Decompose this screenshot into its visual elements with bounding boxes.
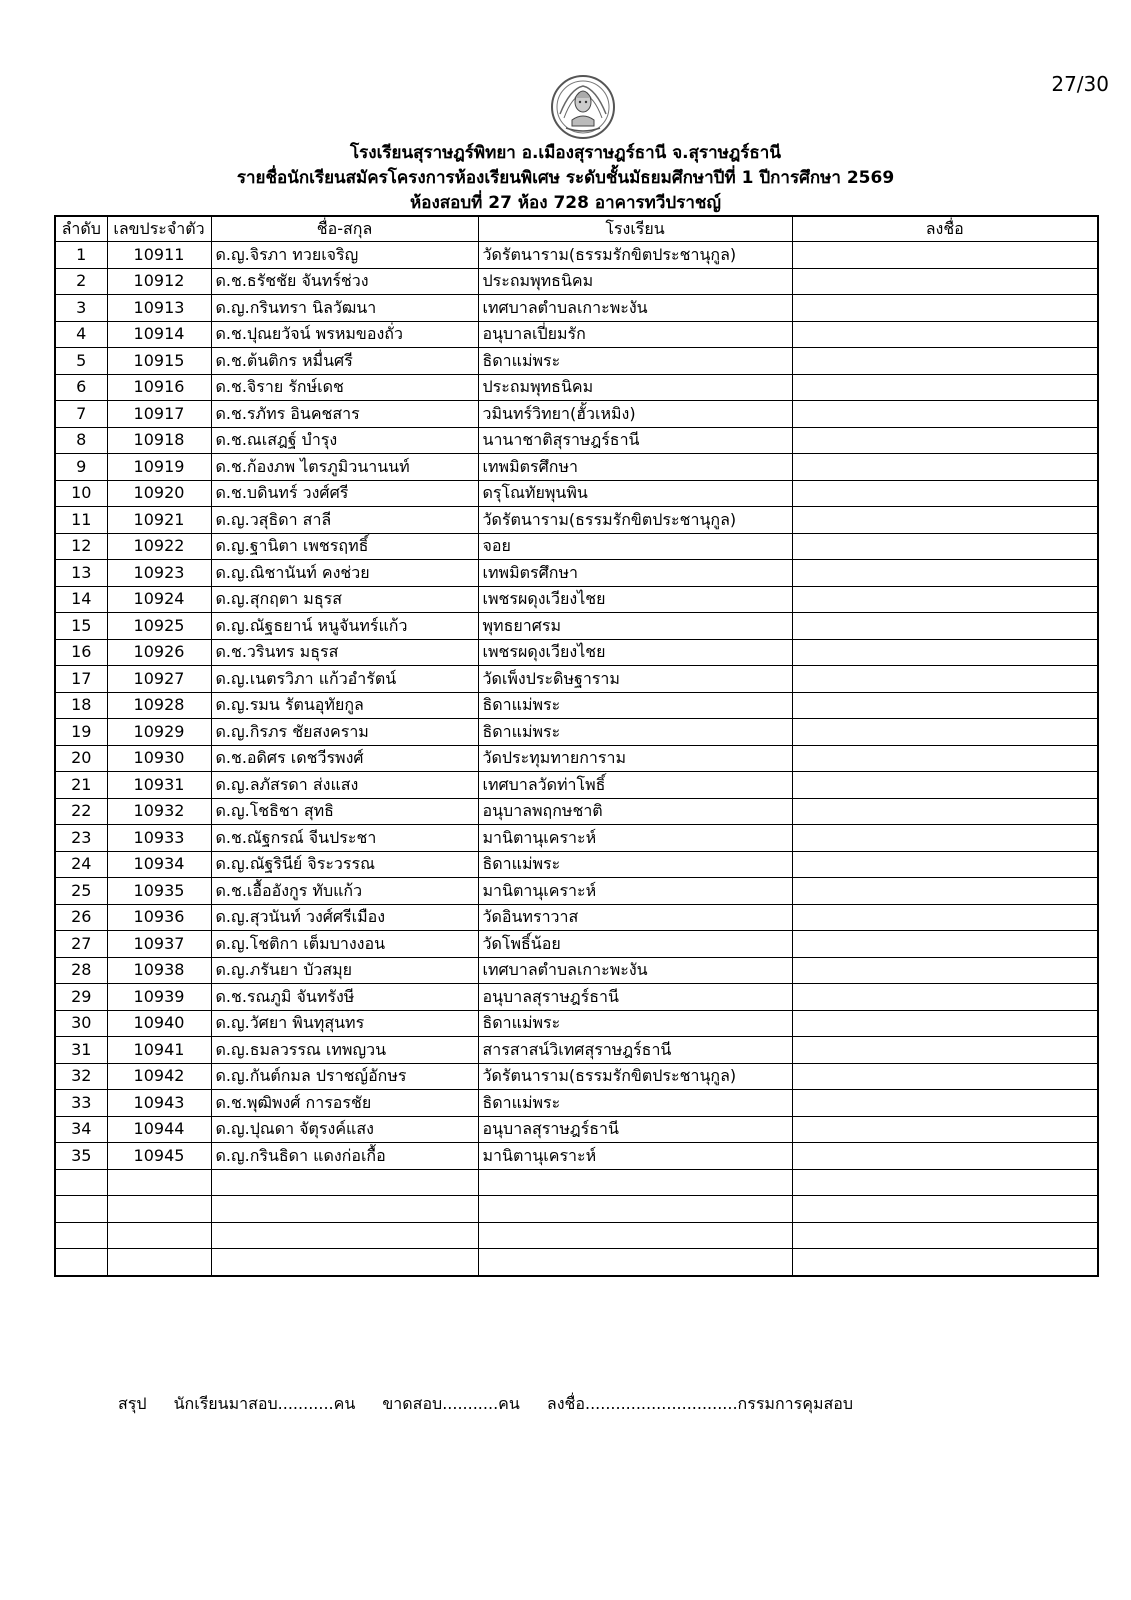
cell-signature[interactable] — [792, 1196, 1098, 1223]
cell-id — [107, 1249, 211, 1276]
cell-name: ด.ญ.ณัฐรินีย์ จิระวรรณ — [211, 851, 478, 878]
summary-absent: ขาดสอบ...........คน — [382, 1394, 520, 1413]
cell-id: 10945 — [107, 1143, 211, 1170]
summary-present: นักเรียนมาสอบ...........คน — [173, 1394, 356, 1413]
cell-school: ธิดาแม่พระ — [478, 348, 792, 375]
cell-signature[interactable] — [792, 586, 1098, 613]
table-row — [55, 374, 1098, 401]
cell-signature[interactable] — [792, 692, 1098, 719]
cell-signature[interactable] — [792, 984, 1098, 1011]
cell-school: อนุบาลเปี่ยมรัก — [478, 321, 792, 348]
cell-id: 10930 — [107, 745, 211, 772]
cell-id: 10929 — [107, 719, 211, 746]
cell-name: ด.ญ.ธมลวรรณ เทพญวน — [211, 1037, 478, 1064]
cell-school: เทศบาลตำบลเกาะพะงัน — [478, 957, 792, 984]
cell-school: ธิดาแม่พระ — [478, 1090, 792, 1117]
cell-signature[interactable] — [792, 1169, 1098, 1196]
cell-signature[interactable] — [792, 1010, 1098, 1037]
cell-no: 18 — [55, 692, 107, 719]
cell-signature[interactable] — [792, 560, 1098, 587]
cell-id: 10934 — [107, 851, 211, 878]
cell-name: ด.ญ.สุกฤตา มธุรส — [211, 586, 478, 613]
cell-signature[interactable] — [792, 1116, 1098, 1143]
cell-no: 4 — [55, 321, 107, 348]
table-row — [55, 825, 1098, 852]
cell-id: 10922 — [107, 533, 211, 560]
cell-no: 24 — [55, 851, 107, 878]
cell-name: ด.ญ.ลภัสรดา ส่งแสง — [211, 772, 478, 799]
table-row — [55, 427, 1098, 454]
cell-no: 3 — [55, 295, 107, 322]
cell-school: วัดเพ็งประดิษฐาราม — [478, 666, 792, 693]
cell-no: 10 — [55, 480, 107, 507]
cell-school: สารสาสน์วิเทศสุราษฎร์ธานี — [478, 1037, 792, 1064]
cell-no: 25 — [55, 878, 107, 905]
cell-signature[interactable] — [792, 825, 1098, 852]
student-roster-table — [54, 215, 1099, 1277]
cell-no: 28 — [55, 957, 107, 984]
cell-name: ด.ช.อดิศร เดชวีรพงศ์ — [211, 745, 478, 772]
cell-school — [478, 1169, 792, 1196]
cell-id: 10925 — [107, 613, 211, 640]
cell-signature[interactable] — [792, 401, 1098, 428]
cell-id: 10937 — [107, 931, 211, 958]
summary-line — [118, 1392, 875, 1417]
cell-name: ด.ช.ณัฐกรณ์ จีนประชา — [211, 825, 478, 852]
cell-school: เพชรผดุงเวียงไชย — [478, 586, 792, 613]
table-row — [55, 1090, 1098, 1117]
cell-school: เทศบาลตำบลเกาะพะงัน — [478, 295, 792, 322]
cell-no: 16 — [55, 639, 107, 666]
cell-name: ด.ช.เอื้ออังกูร ทับแก้ว — [211, 878, 478, 905]
cell-name — [211, 1169, 478, 1196]
cell-name: ด.ช.พุฒิพงศ์ การอรชัย — [211, 1090, 478, 1117]
cell-name: ด.ช.ปุณยวัจน์ พรหมของถั่ว — [211, 321, 478, 348]
cell-no: 15 — [55, 613, 107, 640]
cell-name: ด.ญ.จิรภา ทวยเจริญ — [211, 242, 478, 269]
table-row — [55, 242, 1098, 269]
table-row — [55, 1063, 1098, 1090]
cell-id: 10938 — [107, 957, 211, 984]
cell-no: 27 — [55, 931, 107, 958]
cell-id: 10944 — [107, 1116, 211, 1143]
table-row — [55, 639, 1098, 666]
cell-signature[interactable] — [792, 904, 1098, 931]
cell-school: ดรุโณทัยพุนพิน — [478, 480, 792, 507]
cell-school: วมินทร์วิทยา(ฮั้วเหมิง) — [478, 401, 792, 428]
cell-school: จอย — [478, 533, 792, 560]
cell-no: 30 — [55, 1010, 107, 1037]
table-row — [55, 904, 1098, 931]
cell-no: 12 — [55, 533, 107, 560]
cell-signature[interactable] — [792, 745, 1098, 772]
table-row — [55, 507, 1098, 534]
cell-name: ด.ญ.รมน รัตนอุทัยกูล — [211, 692, 478, 719]
cell-no: 6 — [55, 374, 107, 401]
cell-signature[interactable] — [792, 454, 1098, 481]
table-row — [55, 745, 1098, 772]
cell-school: มานิตานุเคราะห์ — [478, 825, 792, 852]
cell-no: 35 — [55, 1143, 107, 1170]
table-row — [55, 1249, 1098, 1276]
cell-signature[interactable] — [792, 1222, 1098, 1249]
cell-school: อนุบาลพฤกษชาติ — [478, 798, 792, 825]
cell-no: 11 — [55, 507, 107, 534]
cell-school: นานาชาติสุราษฎร์ธานี — [478, 427, 792, 454]
cell-id: 10943 — [107, 1090, 211, 1117]
table-row — [55, 1010, 1098, 1037]
cell-name: ด.ช.บดินทร์ วงศ์ศรี — [211, 480, 478, 507]
cell-school: อนุบาลสุราษฎร์ธานี — [478, 984, 792, 1011]
table-row — [55, 1143, 1098, 1170]
cell-name: ด.ช.ธรัชชัย จันทร์ช่วง — [211, 268, 478, 295]
cell-id — [107, 1196, 211, 1223]
table-row — [55, 1196, 1098, 1223]
cell-school: ประถมพุทธนิคม — [478, 374, 792, 401]
table-row — [55, 586, 1098, 613]
cell-name: ด.ช.วรินทร มธุรส — [211, 639, 478, 666]
table-row — [55, 931, 1098, 958]
cell-school — [478, 1249, 792, 1276]
cell-name: ด.ช.ณเสฎฐ์ บำรุง — [211, 427, 478, 454]
cell-name — [211, 1249, 478, 1276]
cell-signature[interactable] — [792, 1063, 1098, 1090]
cell-school: ประถมพุทธนิคม — [478, 268, 792, 295]
table-row — [55, 851, 1098, 878]
cell-name: ด.ช.รภัทร อินคชสาร — [211, 401, 478, 428]
cell-signature[interactable] — [792, 798, 1098, 825]
cell-id — [107, 1169, 211, 1196]
cell-name: ด.ญ.วัศยา พินทุสุนทร — [211, 1010, 478, 1037]
cell-name — [211, 1222, 478, 1249]
cell-signature[interactable] — [792, 1143, 1098, 1170]
cell-id: 10928 — [107, 692, 211, 719]
cell-name: ด.ญ.กันต์กมล ปราชญ์อักษร — [211, 1063, 478, 1090]
cell-name: ด.ญ.ปุณดา จัตุรงค์แสง — [211, 1116, 478, 1143]
cell-id: 10912 — [107, 268, 211, 295]
cell-name: ด.ญ.กรินธิดา แดงก่อเกื้อ — [211, 1143, 478, 1170]
cell-school: วัดอินทราวาส — [478, 904, 792, 931]
column-header-school: โรงเรียน — [478, 216, 792, 242]
cell-school: วัดรัตนาราม(ธรรมรักขิตประชานุกูล) — [478, 507, 792, 534]
table-row — [55, 1222, 1098, 1249]
cell-id: 10931 — [107, 772, 211, 799]
cell-name — [211, 1196, 478, 1223]
cell-name: ด.ช.จิราย รักษ์เดช — [211, 374, 478, 401]
cell-no: 20 — [55, 745, 107, 772]
cell-name: ด.ช.ก้องภพ ไตรภูมิวนานนท์ — [211, 454, 478, 481]
cell-school: ธิดาแม่พระ — [478, 1010, 792, 1037]
cell-school — [478, 1222, 792, 1249]
cell-signature[interactable] — [792, 772, 1098, 799]
cell-signature[interactable] — [792, 374, 1098, 401]
cell-signature[interactable] — [792, 533, 1098, 560]
cell-id: 10913 — [107, 295, 211, 322]
cell-id: 10919 — [107, 454, 211, 481]
cell-id: 10911 — [107, 242, 211, 269]
cell-id: 10923 — [107, 560, 211, 587]
school-name: โรงเรียนสุราษฎร์พิทยา อ.เมืองสุราษฎร์ธานี จ.สุราษฎร์ธานี — [350, 143, 781, 163]
cell-name: ด.ญ.ณัฐธยาน์ หนูจันทร์แก้ว — [211, 613, 478, 640]
cell-id: 10935 — [107, 878, 211, 905]
cell-id: 10926 — [107, 639, 211, 666]
school-emblem-icon — [550, 74, 616, 140]
cell-id: 10932 — [107, 798, 211, 825]
cell-no: 21 — [55, 772, 107, 799]
cell-school: ธิดาแม่พระ — [478, 719, 792, 746]
cell-no: 1 — [55, 242, 107, 269]
cell-signature[interactable] — [792, 639, 1098, 666]
cell-id: 10936 — [107, 904, 211, 931]
cell-id: 10933 — [107, 825, 211, 852]
cell-name: ด.ญ.วสุธิดา สาลี — [211, 507, 478, 534]
cell-school: วัดโพธิ์น้อย — [478, 931, 792, 958]
cell-no: 2 — [55, 268, 107, 295]
cell-signature[interactable] — [792, 1090, 1098, 1117]
cell-no — [55, 1249, 107, 1276]
table-row — [55, 613, 1098, 640]
cell-signature[interactable] — [792, 931, 1098, 958]
cell-signature[interactable] — [792, 507, 1098, 534]
column-header-name: ชื่อ-สกุล — [211, 216, 478, 242]
cell-no: 22 — [55, 798, 107, 825]
cell-school: เพชรผดุงเวียงไชย — [478, 639, 792, 666]
cell-signature[interactable] — [792, 295, 1098, 322]
cell-school: เทพมิตรศึกษา — [478, 560, 792, 587]
table-row — [55, 268, 1098, 295]
table-row — [55, 454, 1098, 481]
column-header-signature: ลงชื่อ — [792, 216, 1098, 242]
cell-signature[interactable] — [792, 719, 1098, 746]
cell-no: 8 — [55, 427, 107, 454]
table-row — [55, 1037, 1098, 1064]
cell-school: วัดรัตนาราม(ธรรมรักขิตประชานุกูล) — [478, 242, 792, 269]
cell-signature[interactable] — [792, 1249, 1098, 1276]
table-row — [55, 719, 1098, 746]
cell-id: 10927 — [107, 666, 211, 693]
page-number: 27/30 — [1051, 72, 1109, 96]
cell-name: ด.ญ.กรินทรา นิลวัฒนา — [211, 295, 478, 322]
cell-no: 13 — [55, 560, 107, 587]
cell-id: 10941 — [107, 1037, 211, 1064]
cell-no: 33 — [55, 1090, 107, 1117]
cell-school: เทศบาลวัดท่าโพธิ์ — [478, 772, 792, 799]
cell-id: 10918 — [107, 427, 211, 454]
summary-signature: ลงชื่อ..............................กรรมการคุมสอบ — [546, 1394, 854, 1413]
table-header-row — [55, 216, 1098, 242]
cell-name: ด.ญ.ณิชานันท์ คงช่วย — [211, 560, 478, 587]
cell-no: 26 — [55, 904, 107, 931]
table-row — [55, 957, 1098, 984]
cell-id: 10920 — [107, 480, 211, 507]
cell-no — [55, 1222, 107, 1249]
cell-school: ธิดาแม่พระ — [478, 692, 792, 719]
exam-room: ห้องสอบที่ 27 ห้อง 728 อาคารทวีปราชญ์ — [410, 193, 721, 213]
cell-signature[interactable] — [792, 242, 1098, 269]
cell-school: วัดรัตนาราม(ธรรมรักขิตประชานุกูล) — [478, 1063, 792, 1090]
table-row — [55, 666, 1098, 693]
table-row — [55, 692, 1098, 719]
table-row — [55, 984, 1098, 1011]
cell-signature[interactable] — [792, 348, 1098, 375]
cell-school: มานิตานุเคราะห์ — [478, 1143, 792, 1170]
cell-school: ธิดาแม่พระ — [478, 851, 792, 878]
cell-no — [55, 1196, 107, 1223]
cell-name: ด.ช.รณภูมิ จันทรังษี — [211, 984, 478, 1011]
cell-no: 9 — [55, 454, 107, 481]
cell-signature[interactable] — [792, 613, 1098, 640]
cell-no: 17 — [55, 666, 107, 693]
table-row — [55, 878, 1098, 905]
table-row — [55, 321, 1098, 348]
cell-id: 10917 — [107, 401, 211, 428]
cell-signature[interactable] — [792, 427, 1098, 454]
cell-school: พุทธยาศรม — [478, 613, 792, 640]
table-row — [55, 295, 1098, 322]
cell-id: 10942 — [107, 1063, 211, 1090]
cell-no: 32 — [55, 1063, 107, 1090]
cell-name: ด.ญ.โชธิชา สุทธิ — [211, 798, 478, 825]
cell-name: ด.ญ.ภรันยา บัวสมุย — [211, 957, 478, 984]
cell-id: 10916 — [107, 374, 211, 401]
cell-no: 14 — [55, 586, 107, 613]
cell-school — [478, 1196, 792, 1223]
table-row — [55, 480, 1098, 507]
cell-signature[interactable] — [792, 268, 1098, 295]
cell-id: 10914 — [107, 321, 211, 348]
cell-name: ด.ญ.สุวนันท์ วงศ์ศรีเมือง — [211, 904, 478, 931]
cell-signature[interactable] — [792, 878, 1098, 905]
table-row — [55, 560, 1098, 587]
cell-id: 10915 — [107, 348, 211, 375]
cell-signature[interactable] — [792, 321, 1098, 348]
cell-no: 23 — [55, 825, 107, 852]
cell-name: ด.ญ.เนตรวิภา แก้วอำรัตน์ — [211, 666, 478, 693]
cell-no: 7 — [55, 401, 107, 428]
column-header-id: เลขประจำตัว — [107, 216, 211, 242]
cell-signature[interactable] — [792, 480, 1098, 507]
cell-id: 10940 — [107, 1010, 211, 1037]
summary-label: สรุป — [118, 1394, 147, 1413]
cell-school: อนุบาลสุราษฎร์ธานี — [478, 1116, 792, 1143]
column-header-no: ลำดับ — [55, 216, 107, 242]
table-row — [55, 798, 1098, 825]
table-row — [55, 348, 1098, 375]
cell-no: 19 — [55, 719, 107, 746]
cell-name: ด.ญ.ฐานิตา เพชรฤทธิ์ — [211, 533, 478, 560]
cell-school: เทพมิตรศึกษา — [478, 454, 792, 481]
cell-name: ด.ช.ต้นติกร หมื่นศรี — [211, 348, 478, 375]
cell-school: วัดประทุมทายการาม — [478, 745, 792, 772]
cell-id — [107, 1222, 211, 1249]
cell-no: 34 — [55, 1116, 107, 1143]
cell-signature[interactable] — [792, 666, 1098, 693]
table-row — [55, 533, 1098, 560]
table-row — [55, 772, 1098, 799]
table-row — [55, 1116, 1098, 1143]
cell-name: ด.ญ.โชติกา เต็มบางงอน — [211, 931, 478, 958]
cell-name: ด.ญ.กิรภร ชัยสงคราม — [211, 719, 478, 746]
cell-signature[interactable] — [792, 957, 1098, 984]
cell-school: มานิตานุเคราะห์ — [478, 878, 792, 905]
cell-id: 10939 — [107, 984, 211, 1011]
cell-signature[interactable] — [792, 1037, 1098, 1064]
document-title: รายชื่อนักเรียนสมัครโครงการห้องเรียนพิเศษ ระดับชั้นมัธยมศึกษาปีที่ 1 ปีการศึกษา 2569 — [236, 168, 895, 188]
table-row — [55, 401, 1098, 428]
cell-no: 29 — [55, 984, 107, 1011]
cell-no — [55, 1169, 107, 1196]
table-row — [55, 1169, 1098, 1196]
cell-signature[interactable] — [792, 851, 1098, 878]
cell-no: 5 — [55, 348, 107, 375]
cell-no: 31 — [55, 1037, 107, 1064]
cell-id: 10924 — [107, 586, 211, 613]
cell-id: 10921 — [107, 507, 211, 534]
